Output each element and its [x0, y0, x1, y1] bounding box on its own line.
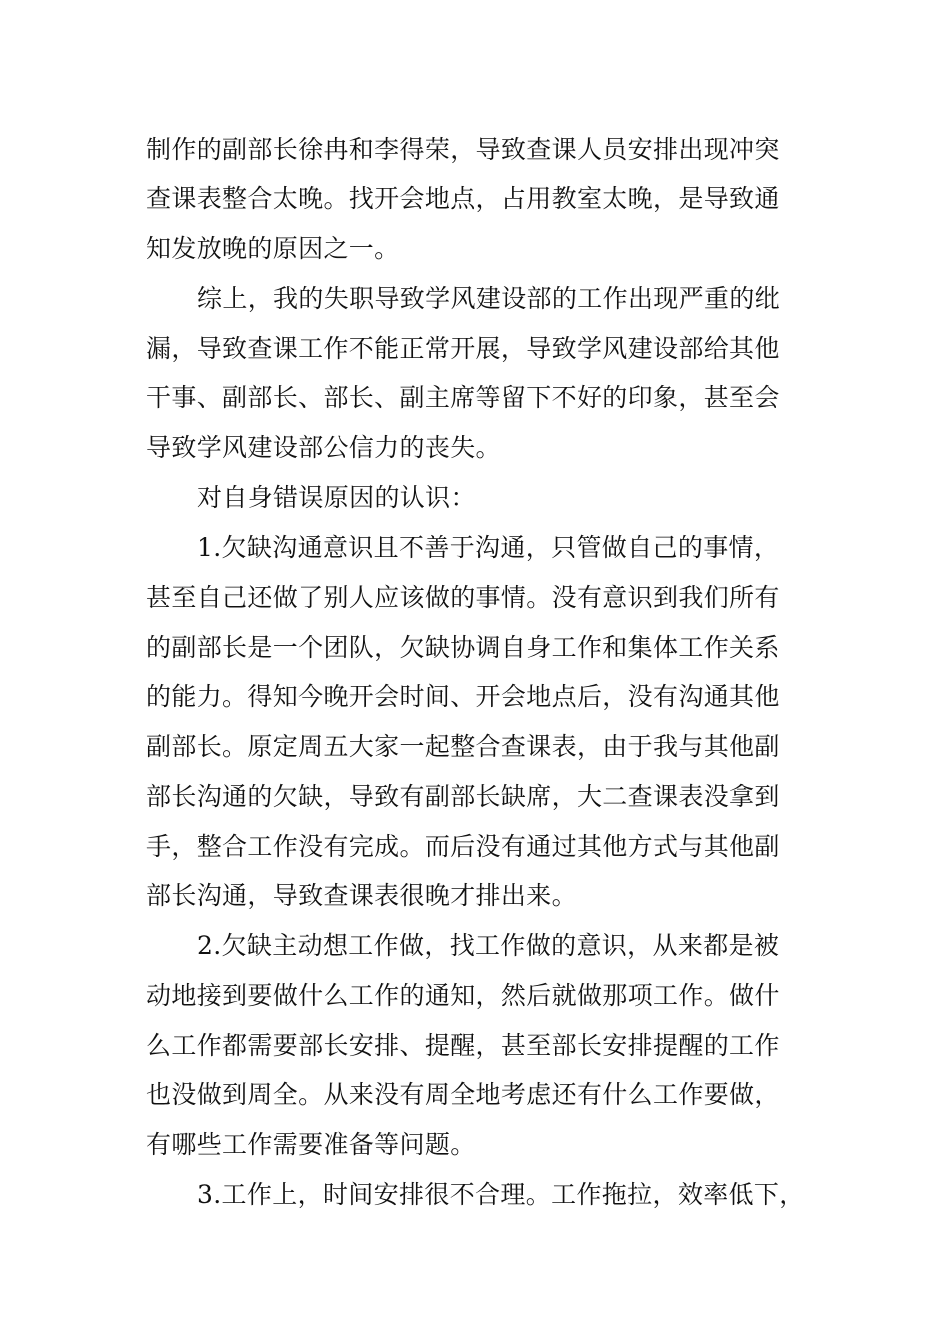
- text-line: 甚至自己还做了别人应该做的事情。没有意识到我们所有: [146, 583, 780, 612]
- text-line: 么工作都需要部长安排、提醒，甚至部长安排提醒的工作: [146, 1031, 780, 1060]
- paragraph-first-line: 3.工作上，时间安排很不合理。工作拖拉，效率低下，: [197, 1180, 805, 1209]
- text-line: 的副部长是一个团队，欠缺协调自身工作和集体工作关系: [146, 633, 780, 662]
- text-line: 的能力。得知今晚开会时间、开会地点后，没有沟通其他: [146, 682, 780, 711]
- text-line: 查课表整合太晚。找开会地点，占用教室太晚，是导致通: [146, 184, 780, 213]
- paragraph-first-line: 2.欠缺主动想工作做，找工作做的意识，从来都是被: [197, 931, 780, 960]
- paragraph-first-line: 1.欠缺沟通意识且不善于沟通，只管做自己的事情，: [197, 533, 780, 562]
- text-line: 制作的副部长徐冉和李得荣，导致查课人员安排出现冲突: [146, 135, 780, 164]
- text-line: 动地接到要做什么工作的通知，然后就做那项工作。做什: [146, 981, 780, 1010]
- section-heading: 对自身错误原因的认识：: [197, 483, 476, 512]
- text-line: 知发放晚的原因之一。: [146, 234, 400, 263]
- text-line: 部长沟通的欠缺，导致有副部长缺席，大二查课表没拿到: [146, 782, 780, 811]
- text-line: 有哪些工作需要准备等问题。: [146, 1130, 476, 1159]
- paragraph-first-line: 综上，我的失职导致学风建设部的工作出现严重的纰: [197, 284, 781, 313]
- text-line: 干事、副部长、部长、副主席等留下不好的印象，甚至会: [146, 383, 780, 412]
- text-line: 部长沟通，导致查课表很晚才排出来。: [146, 881, 577, 910]
- text-line: 副部长。原定周五大家一起整合查课表，由于我与其他副: [146, 732, 780, 761]
- text-line: 也没做到周全。从来没有周全地考虑还有什么工作要做，: [146, 1080, 780, 1109]
- text-line: 导致学风建设部公信力的丧失。: [146, 433, 501, 462]
- text-line: 漏，导致查课工作不能正常开展，导致学风建设部给其他: [146, 334, 780, 363]
- text-line: 手，整合工作没有完成。而后没有通过其他方式与其他副: [146, 832, 780, 861]
